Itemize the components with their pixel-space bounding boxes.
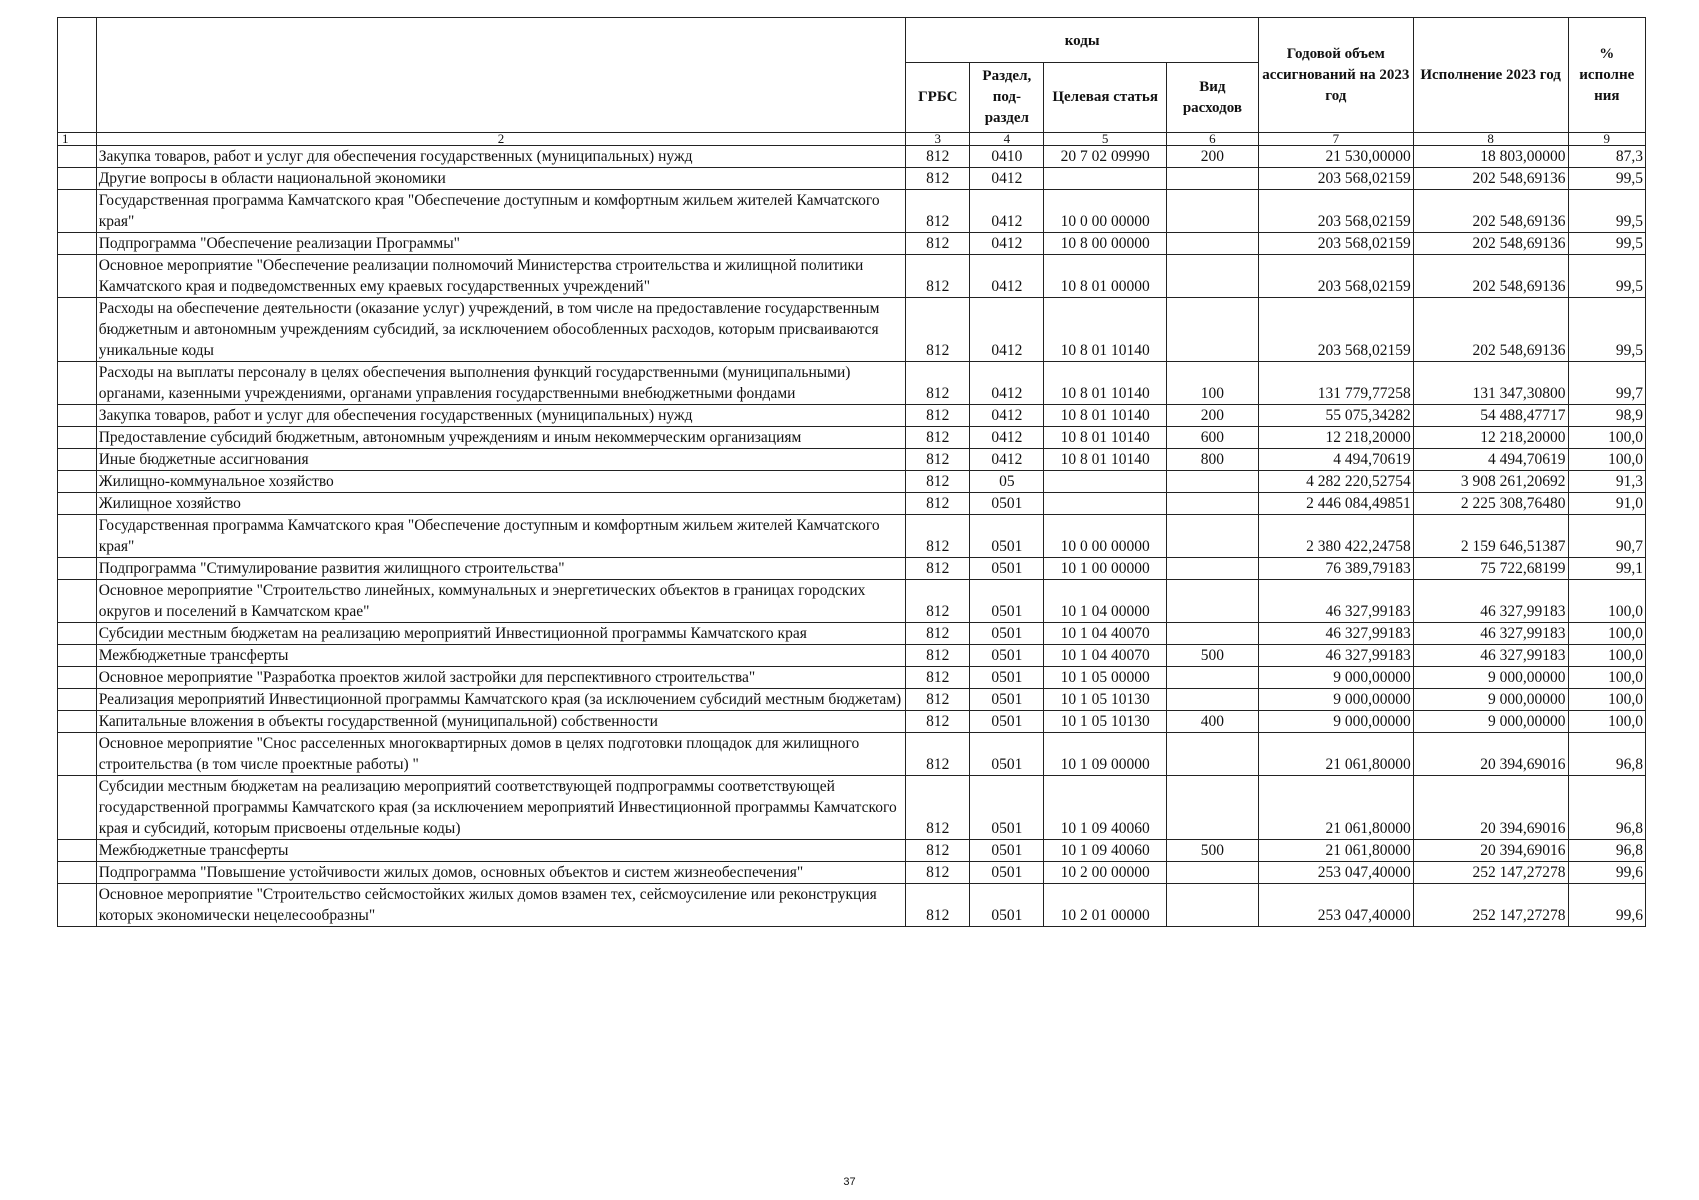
row-execution-amount: 9 000,00000 [1413, 689, 1568, 711]
header-annual: Годовой объем ассигнований на 2023 год [1258, 18, 1413, 133]
row-execution-percent: 96,8 [1568, 733, 1645, 776]
row-expense-type [1166, 298, 1258, 362]
row-index-cell [58, 558, 97, 580]
row-execution-amount: 18 803,00000 [1413, 146, 1568, 168]
row-execution-percent: 100,0 [1568, 667, 1645, 689]
table-row [58, 645, 1646, 667]
row-razdel: 05 [970, 471, 1044, 493]
row-annual-amount: 21 061,80000 [1258, 776, 1413, 840]
table-row [58, 449, 1646, 471]
row-index-cell [58, 623, 97, 645]
col-number: 2 [96, 133, 906, 146]
col-number: 5 [1044, 133, 1166, 146]
row-index-cell [58, 493, 97, 515]
row-index-cell [58, 862, 97, 884]
row-expense-type [1166, 471, 1258, 493]
header-execution: Исполнение 2023 год [1413, 18, 1568, 133]
row-grbs: 812 [906, 884, 970, 927]
row-expense-type: 500 [1166, 645, 1258, 667]
row-grbs: 812 [906, 255, 970, 298]
row-execution-amount: 20 394,69016 [1413, 733, 1568, 776]
row-name: Подпрограмма "Обеспечение реализации Программы" [96, 233, 906, 255]
row-grbs: 812 [906, 667, 970, 689]
table-row [58, 733, 1646, 776]
row-name: Субсидии местным бюджетам на реализацию мероприятий соответствующей подпрограммы соответствующей государственной программы Камчатского края (за исключением мероприятий Инвестиционной программы Камчатского края и субсидий, которым присвоены отдельные коды) [96, 776, 906, 840]
row-target-article: 10 8 01 10140 [1044, 362, 1166, 405]
row-target-article: 10 2 00 00000 [1044, 862, 1166, 884]
row-annual-amount: 9 000,00000 [1258, 689, 1413, 711]
row-target-article [1044, 493, 1166, 515]
row-name: Расходы на обеспечение деятельности (оказание услуг) учреждений, в том числе на предоставление государственным бюджетным и автономным учреждениям субсидий, за исключением обособленных расходов, которым присваиваются уникальные коды [96, 298, 906, 362]
row-execution-amount: 4 494,70619 [1413, 449, 1568, 471]
row-execution-percent: 99,5 [1568, 190, 1645, 233]
row-execution-amount: 54 488,47717 [1413, 405, 1568, 427]
table-row [58, 146, 1646, 168]
row-execution-amount: 202 548,69136 [1413, 168, 1568, 190]
table-row [58, 623, 1646, 645]
table-row [58, 515, 1646, 558]
row-target-article: 10 1 05 10130 [1044, 689, 1166, 711]
row-index-cell [58, 733, 97, 776]
table-row [58, 493, 1646, 515]
row-index-cell [58, 255, 97, 298]
row-name: Основное мероприятие "Обеспечение реализации полномочий Министерства строительства и жилищной политики Камчатского края и подведомственных ему краевых государственных учреждений" [96, 255, 906, 298]
row-target-article: 10 1 09 40060 [1044, 840, 1166, 862]
header-percent: % исполне ния [1568, 18, 1645, 133]
row-razdel: 0501 [970, 493, 1044, 515]
row-name: Межбюджетные трансферты [96, 840, 906, 862]
row-name: Расходы на выплаты персоналу в целях обеспечения выполнения функций государственными (муниципальными) органами, казенными учреждениями, органами управления государственными внебюджетными фондами [96, 362, 906, 405]
row-execution-percent: 100,0 [1568, 449, 1645, 471]
row-grbs: 812 [906, 733, 970, 776]
column-number-row [58, 133, 1646, 146]
row-execution-percent: 91,0 [1568, 493, 1645, 515]
row-grbs: 812 [906, 862, 970, 884]
table-row [58, 405, 1646, 427]
row-razdel: 0412 [970, 298, 1044, 362]
row-grbs: 812 [906, 405, 970, 427]
row-grbs: 812 [906, 493, 970, 515]
table-row [58, 580, 1646, 623]
row-grbs: 812 [906, 427, 970, 449]
row-razdel: 0412 [970, 233, 1044, 255]
row-execution-percent: 99,6 [1568, 884, 1645, 927]
table-row [58, 233, 1646, 255]
row-execution-percent: 99,6 [1568, 862, 1645, 884]
row-expense-type [1166, 884, 1258, 927]
row-annual-amount: 4 494,70619 [1258, 449, 1413, 471]
row-name: Основное мероприятие "Разработка проектов жилой застройки для перспективного строительства" [96, 667, 906, 689]
row-index-cell [58, 233, 97, 255]
row-execution-amount: 202 548,69136 [1413, 298, 1568, 362]
row-expense-type [1166, 689, 1258, 711]
row-grbs: 812 [906, 515, 970, 558]
row-expense-type [1166, 776, 1258, 840]
row-execution-percent: 99,1 [1568, 558, 1645, 580]
row-target-article: 10 1 09 40060 [1044, 776, 1166, 840]
row-expense-type [1166, 190, 1258, 233]
row-razdel: 0501 [970, 733, 1044, 776]
row-grbs: 812 [906, 471, 970, 493]
row-name: Другие вопросы в области национальной экономики [96, 168, 906, 190]
table-row [58, 558, 1646, 580]
row-grbs: 812 [906, 362, 970, 405]
row-expense-type [1166, 580, 1258, 623]
row-execution-amount: 252 147,27278 [1413, 884, 1568, 927]
header-tselevaya: Целевая статья [1044, 63, 1166, 133]
row-expense-type: 100 [1166, 362, 1258, 405]
row-expense-type: 600 [1166, 427, 1258, 449]
row-name: Основное мероприятие "Строительство сейсмостойких жилых домов взамен тех, сейсмоусиление или реконструкция которых экономически нецелесообразны" [96, 884, 906, 927]
row-razdel: 0501 [970, 862, 1044, 884]
row-execution-percent: 100,0 [1568, 711, 1645, 733]
col-number: 7 [1258, 133, 1413, 146]
row-razdel: 0412 [970, 427, 1044, 449]
row-expense-type [1166, 493, 1258, 515]
row-execution-amount: 3 908 261,20692 [1413, 471, 1568, 493]
row-execution-amount: 202 548,69136 [1413, 255, 1568, 298]
table-row [58, 255, 1646, 298]
row-grbs: 812 [906, 623, 970, 645]
row-execution-amount: 46 327,99183 [1413, 580, 1568, 623]
row-target-article: 10 1 00 00000 [1044, 558, 1166, 580]
col-number: 6 [1166, 133, 1258, 146]
table-row [58, 884, 1646, 927]
row-razdel: 0501 [970, 689, 1044, 711]
row-annual-amount: 203 568,02159 [1258, 190, 1413, 233]
row-razdel: 0501 [970, 667, 1044, 689]
row-razdel: 0501 [970, 623, 1044, 645]
table-row [58, 689, 1646, 711]
header-blank-2 [96, 18, 906, 133]
row-expense-type [1166, 667, 1258, 689]
row-razdel: 0501 [970, 711, 1044, 733]
row-execution-amount: 2 225 308,76480 [1413, 493, 1568, 515]
row-razdel: 0501 [970, 580, 1044, 623]
row-razdel: 0501 [970, 645, 1044, 667]
row-execution-amount: 9 000,00000 [1413, 711, 1568, 733]
budget-table [57, 17, 1646, 927]
row-execution-percent: 98,9 [1568, 405, 1645, 427]
row-execution-amount: 202 548,69136 [1413, 190, 1568, 233]
table-row [58, 840, 1646, 862]
row-grbs: 812 [906, 580, 970, 623]
row-expense-type [1166, 168, 1258, 190]
row-execution-amount: 9 000,00000 [1413, 667, 1568, 689]
table-row [58, 427, 1646, 449]
row-execution-percent: 99,7 [1568, 362, 1645, 405]
row-annual-amount: 2 446 084,49851 [1258, 493, 1413, 515]
row-target-article: 10 1 04 40070 [1044, 645, 1166, 667]
row-annual-amount: 55 075,34282 [1258, 405, 1413, 427]
row-name: Иные бюджетные ассигнования [96, 449, 906, 471]
row-name: Реализация мероприятий Инвестиционной программы Камчатского края (за исключением субсидий местным бюджетам) [96, 689, 906, 711]
table-row [58, 667, 1646, 689]
row-execution-amount: 131 347,30800 [1413, 362, 1568, 405]
row-execution-amount: 12 218,20000 [1413, 427, 1568, 449]
row-index-cell [58, 449, 97, 471]
row-annual-amount: 131 779,77258 [1258, 362, 1413, 405]
table-row [58, 190, 1646, 233]
row-expense-type: 800 [1166, 449, 1258, 471]
row-razdel: 0501 [970, 515, 1044, 558]
row-execution-percent: 100,0 [1568, 645, 1645, 667]
row-name: Основное мероприятие "Строительство линейных, коммунальных и энергетических объектов в границах городских округов и поселений в Камчатском крае" [96, 580, 906, 623]
table-row [58, 862, 1646, 884]
row-annual-amount: 21 061,80000 [1258, 840, 1413, 862]
row-execution-percent: 99,5 [1568, 168, 1645, 190]
row-expense-type: 400 [1166, 711, 1258, 733]
row-target-article: 10 1 04 40070 [1044, 623, 1166, 645]
row-annual-amount: 76 389,79183 [1258, 558, 1413, 580]
row-index-cell [58, 776, 97, 840]
row-index-cell [58, 711, 97, 733]
row-razdel: 0412 [970, 190, 1044, 233]
row-execution-amount: 20 394,69016 [1413, 840, 1568, 862]
row-grbs: 812 [906, 298, 970, 362]
row-name: Основное мероприятие "Снос расселенных многоквартирных домов в целях подготовки площадок для жилищного строительства (в том числе проектные работы) " [96, 733, 906, 776]
row-expense-type [1166, 233, 1258, 255]
row-name: Жилищно-коммунальное хозяйство [96, 471, 906, 493]
row-grbs: 812 [906, 168, 970, 190]
row-index-cell [58, 298, 97, 362]
row-name: Государственная программа Камчатского края "Обеспечение доступным и комфортным жильем жителей Камчатского края" [96, 515, 906, 558]
row-target-article: 10 1 04 00000 [1044, 580, 1166, 623]
row-target-article: 10 2 01 00000 [1044, 884, 1166, 927]
row-grbs: 812 [906, 558, 970, 580]
header-codes: коды [906, 18, 1259, 63]
row-name: Государственная программа Камчатского края "Обеспечение доступным и комфортным жильем жителей Камчатского края" [96, 190, 906, 233]
row-index-cell [58, 667, 97, 689]
row-target-article: 10 8 01 10140 [1044, 427, 1166, 449]
row-index-cell [58, 471, 97, 493]
col-number: 3 [906, 133, 970, 146]
table-body [58, 146, 1646, 927]
row-annual-amount: 9 000,00000 [1258, 667, 1413, 689]
row-razdel: 0410 [970, 146, 1044, 168]
row-grbs: 812 [906, 840, 970, 862]
table-row [58, 776, 1646, 840]
row-execution-percent: 96,8 [1568, 776, 1645, 840]
row-annual-amount: 46 327,99183 [1258, 623, 1413, 645]
table-row [58, 471, 1646, 493]
row-execution-percent: 99,5 [1568, 298, 1645, 362]
col-number: 4 [970, 133, 1044, 146]
col-number: 1 [58, 133, 97, 146]
row-execution-amount: 46 327,99183 [1413, 645, 1568, 667]
header-blank-1 [58, 18, 97, 133]
header-vid: Вид расходов [1166, 63, 1258, 133]
row-index-cell [58, 689, 97, 711]
row-expense-type: 200 [1166, 405, 1258, 427]
row-execution-percent: 99,5 [1568, 233, 1645, 255]
row-index-cell [58, 840, 97, 862]
row-execution-percent: 91,3 [1568, 471, 1645, 493]
row-annual-amount: 21 530,00000 [1258, 146, 1413, 168]
row-index-cell [58, 190, 97, 233]
row-target-article: 20 7 02 09990 [1044, 146, 1166, 168]
row-target-article: 10 1 05 00000 [1044, 667, 1166, 689]
row-name: Субсидии местным бюджетам на реализацию мероприятий Инвестиционной программы Камчатского края [96, 623, 906, 645]
row-execution-percent: 99,5 [1568, 255, 1645, 298]
row-name: Капитальные вложения в объекты государственной (муниципальной) собственности [96, 711, 906, 733]
row-execution-percent: 90,7 [1568, 515, 1645, 558]
row-grbs: 812 [906, 776, 970, 840]
row-expense-type [1166, 862, 1258, 884]
row-execution-amount: 202 548,69136 [1413, 233, 1568, 255]
row-execution-percent: 100,0 [1568, 427, 1645, 449]
row-razdel: 0412 [970, 405, 1044, 427]
row-name: Закупка товаров, работ и услуг для обеспечения государственных (муниципальных) нужд [96, 405, 906, 427]
row-target-article: 10 8 01 10140 [1044, 405, 1166, 427]
header-razdel: Раздел, под-раздел [970, 63, 1044, 133]
row-annual-amount: 4 282 220,52754 [1258, 471, 1413, 493]
row-razdel: 0501 [970, 884, 1044, 927]
row-execution-amount: 75 722,68199 [1413, 558, 1568, 580]
row-razdel: 0412 [970, 362, 1044, 405]
row-execution-amount: 20 394,69016 [1413, 776, 1568, 840]
row-razdel: 0501 [970, 840, 1044, 862]
table-header [58, 18, 1646, 146]
row-index-cell [58, 580, 97, 623]
row-target-article: 10 8 01 10140 [1044, 298, 1166, 362]
row-target-article: 10 8 01 00000 [1044, 255, 1166, 298]
table-row [58, 168, 1646, 190]
row-target-article: 10 0 00 00000 [1044, 190, 1166, 233]
row-index-cell [58, 884, 97, 927]
table-row [58, 298, 1646, 362]
row-target-article: 10 8 00 00000 [1044, 233, 1166, 255]
row-name: Подпрограмма "Повышение устойчивости жилых домов, основных объектов и систем жизнеобеспечения" [96, 862, 906, 884]
row-target-article [1044, 471, 1166, 493]
row-index-cell [58, 405, 97, 427]
row-index-cell [58, 515, 97, 558]
row-annual-amount: 203 568,02159 [1258, 255, 1413, 298]
table-row [58, 711, 1646, 733]
row-execution-amount: 46 327,99183 [1413, 623, 1568, 645]
row-annual-amount: 253 047,40000 [1258, 862, 1413, 884]
row-annual-amount: 21 061,80000 [1258, 733, 1413, 776]
row-expense-type: 500 [1166, 840, 1258, 862]
row-annual-amount: 9 000,00000 [1258, 711, 1413, 733]
row-target-article: 10 8 01 10140 [1044, 449, 1166, 471]
row-target-article: 10 0 00 00000 [1044, 515, 1166, 558]
row-annual-amount: 203 568,02159 [1258, 233, 1413, 255]
row-grbs: 812 [906, 146, 970, 168]
row-razdel: 0412 [970, 449, 1044, 471]
col-number: 9 [1568, 133, 1645, 146]
row-expense-type [1166, 733, 1258, 776]
row-execution-percent: 87,3 [1568, 146, 1645, 168]
row-razdel: 0412 [970, 255, 1044, 298]
row-target-article: 10 1 05 10130 [1044, 711, 1166, 733]
row-grbs: 812 [906, 233, 970, 255]
row-expense-type [1166, 623, 1258, 645]
col-number: 8 [1413, 133, 1568, 146]
row-name: Предоставление субсидий бюджетным, автономным учреждениям и иным некоммерческим организациям [96, 427, 906, 449]
row-execution-percent: 100,0 [1568, 580, 1645, 623]
row-expense-type [1166, 515, 1258, 558]
row-index-cell [58, 427, 97, 449]
row-index-cell [58, 146, 97, 168]
row-annual-amount: 46 327,99183 [1258, 580, 1413, 623]
row-expense-type [1166, 255, 1258, 298]
row-execution-amount: 252 147,27278 [1413, 862, 1568, 884]
row-grbs: 812 [906, 711, 970, 733]
row-name: Межбюджетные трансферты [96, 645, 906, 667]
row-index-cell [58, 645, 97, 667]
header-grbs: ГРБС [906, 63, 970, 133]
row-annual-amount: 253 047,40000 [1258, 884, 1413, 927]
row-razdel: 0501 [970, 776, 1044, 840]
row-target-article: 10 1 09 00000 [1044, 733, 1166, 776]
row-execution-percent: 100,0 [1568, 689, 1645, 711]
page-number: 37 [843, 1176, 856, 1188]
row-grbs: 812 [906, 689, 970, 711]
row-name: Жилищное хозяйство [96, 493, 906, 515]
row-expense-type: 200 [1166, 146, 1258, 168]
row-annual-amount: 12 218,20000 [1258, 427, 1413, 449]
row-target-article [1044, 168, 1166, 190]
row-name: Подпрограмма "Стимулирование развития жилищного строительства" [96, 558, 906, 580]
row-grbs: 812 [906, 449, 970, 471]
table-row [58, 362, 1646, 405]
row-annual-amount: 203 568,02159 [1258, 298, 1413, 362]
row-name: Закупка товаров, работ и услуг для обеспечения государственных (муниципальных) нужд [96, 146, 906, 168]
row-annual-amount: 46 327,99183 [1258, 645, 1413, 667]
row-execution-percent: 96,8 [1568, 840, 1645, 862]
row-expense-type [1166, 558, 1258, 580]
row-annual-amount: 2 380 422,24758 [1258, 515, 1413, 558]
row-grbs: 812 [906, 190, 970, 233]
row-index-cell [58, 168, 97, 190]
row-execution-amount: 2 159 646,51387 [1413, 515, 1568, 558]
row-razdel: 0412 [970, 168, 1044, 190]
row-grbs: 812 [906, 645, 970, 667]
row-annual-amount: 203 568,02159 [1258, 168, 1413, 190]
row-execution-percent: 100,0 [1568, 623, 1645, 645]
row-razdel: 0501 [970, 558, 1044, 580]
row-index-cell [58, 362, 97, 405]
